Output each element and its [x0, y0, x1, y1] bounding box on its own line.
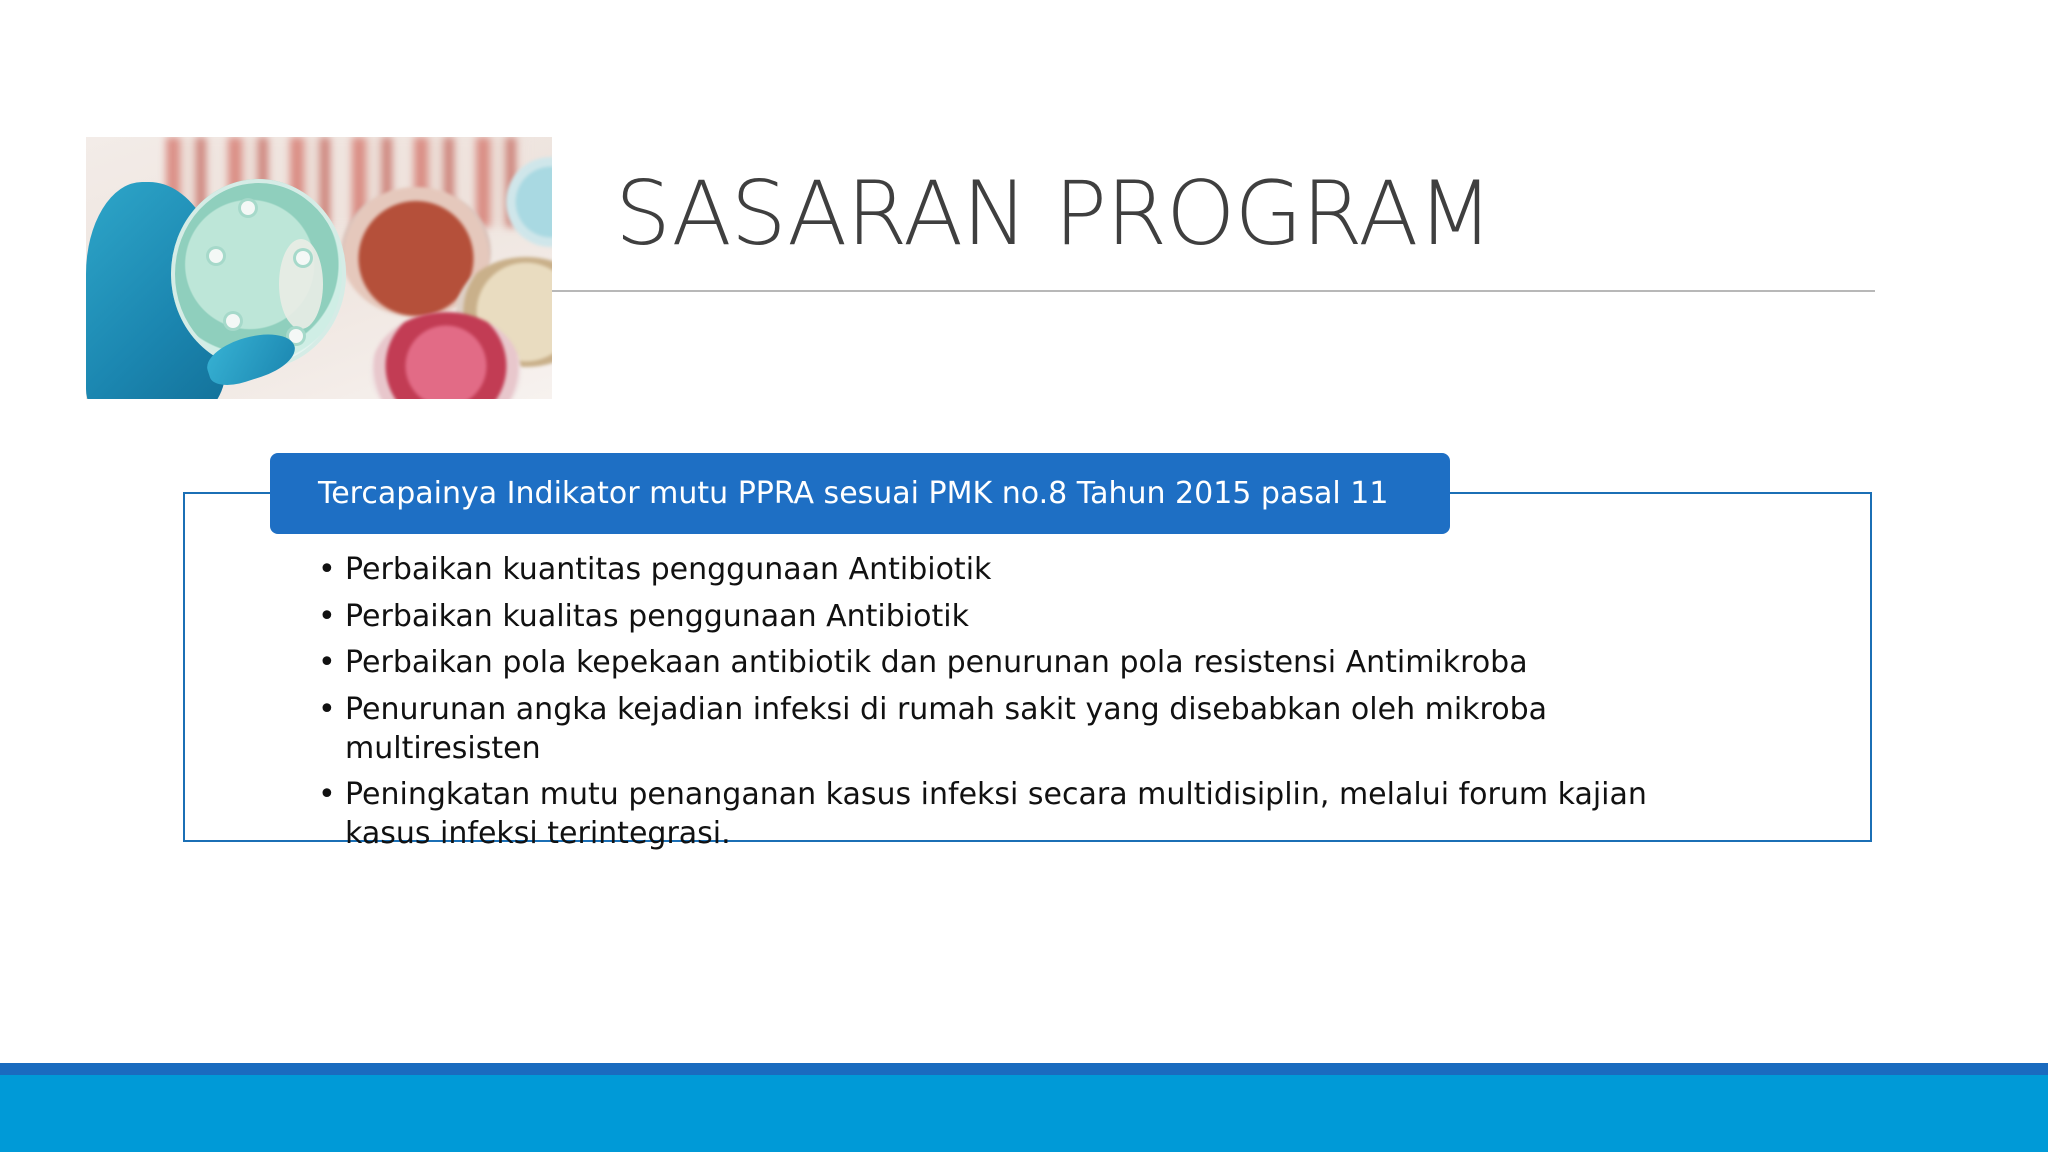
footer-accent-line [0, 1063, 2048, 1075]
title-divider [552, 290, 1875, 292]
bullet-item: • Peningkatan mutu penanganan kasus infeksi secara multidisiplin, melalui forum kajian kasus infeksi terintegrasi. [318, 775, 1738, 853]
heading-banner: Tercapainya Indikator mutu PPRA sesuai PMK no.8 Tahun 2015 pasal 11 [270, 453, 1450, 534]
bullet-item: • Perbaikan kualitas penggunaan Antibiotik [318, 597, 1738, 636]
antibiotic-disc-graphic [241, 201, 255, 215]
antibiotic-disc-graphic [209, 249, 223, 263]
bullet-item: • Perbaikan pola kepekaan antibiotik dan penurunan pola resistensi Antimikroba [318, 643, 1738, 682]
bullet-item: • Perbaikan kuantitas penggunaan Antibiotik [318, 550, 1738, 589]
petri-dish-photo [86, 137, 552, 399]
slide-title: SASARAN PROGRAM [615, 162, 1493, 265]
antibiotic-disc-graphic [226, 314, 240, 328]
bullet-list [318, 550, 1738, 861]
bullet-item: • Penurunan angka kejadian infeksi di rumah sakit yang disebabkan oleh mikroba multiresisten [318, 690, 1738, 768]
footer-bar [0, 1075, 2048, 1152]
antibiotic-disc-graphic [296, 251, 310, 265]
